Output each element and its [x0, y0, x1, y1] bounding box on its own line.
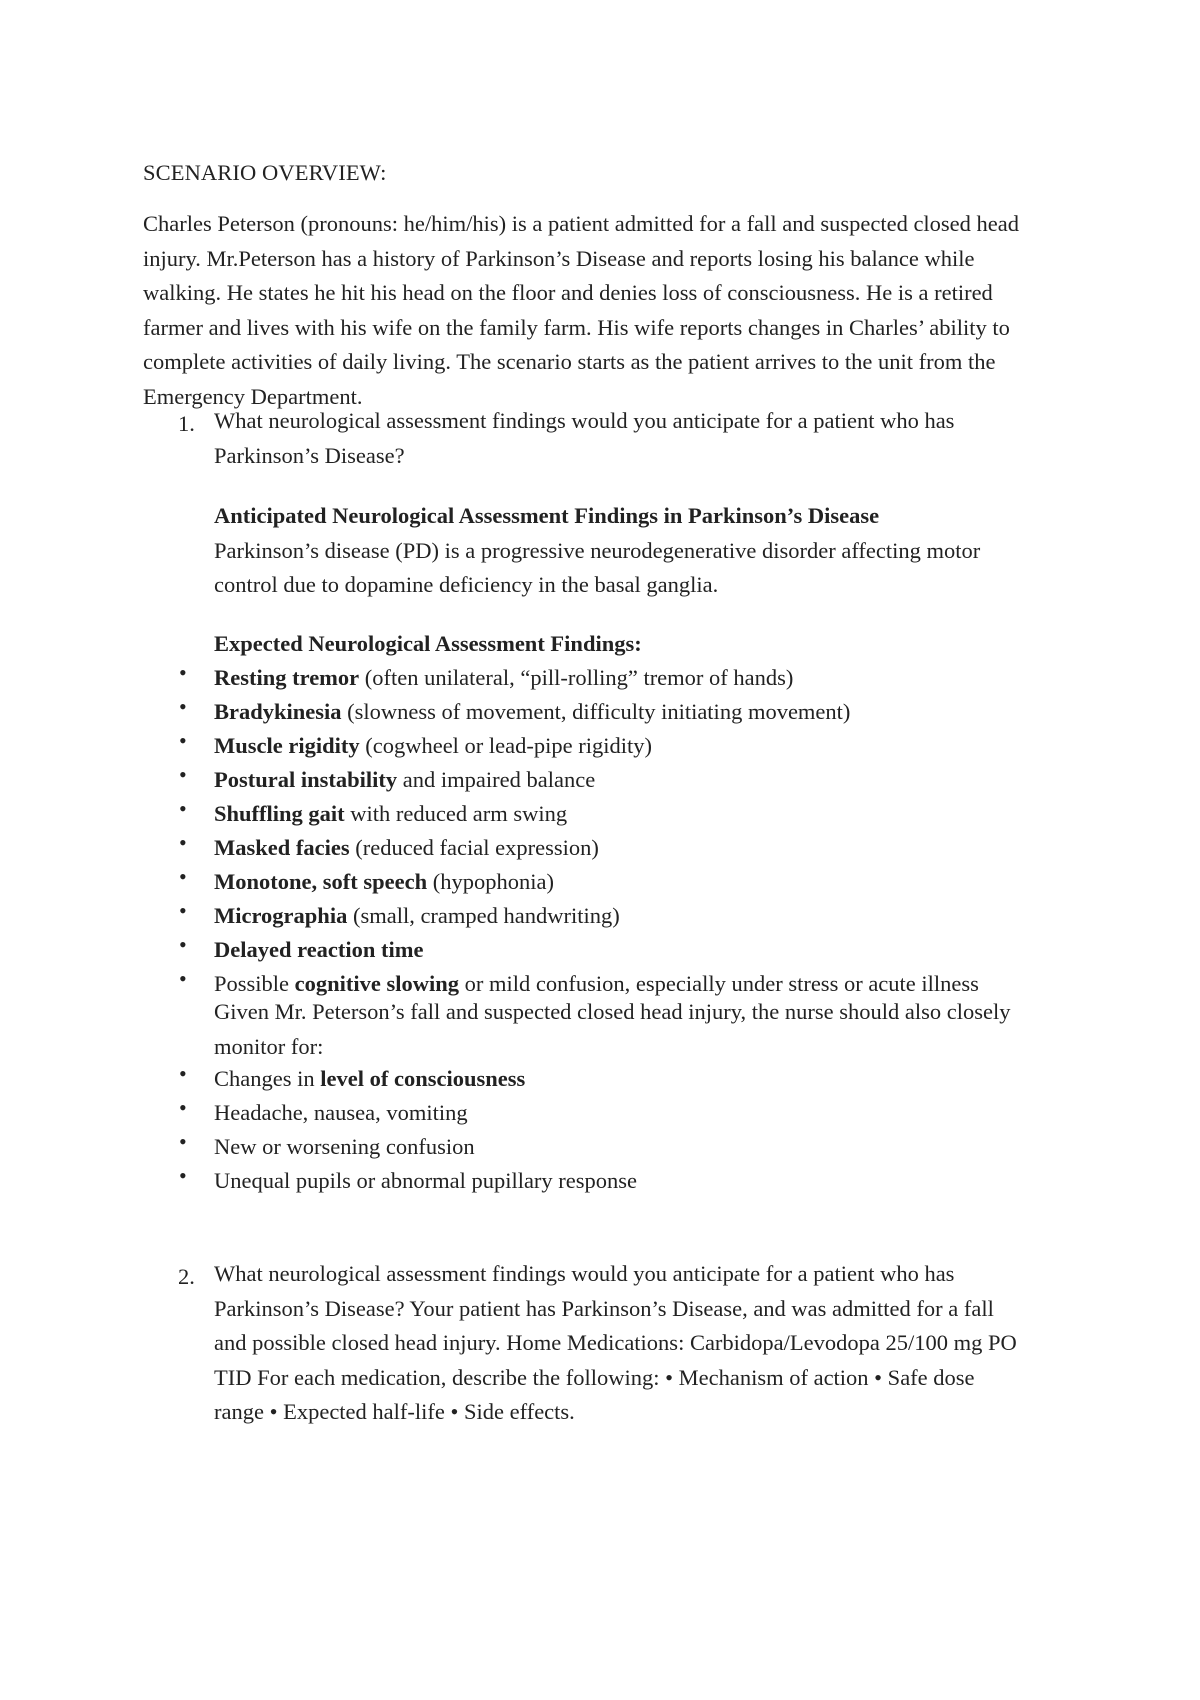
question-2-line: range • Expected half-life • Side effects. [214, 1399, 575, 1424]
bullet-icon: • [179, 898, 187, 923]
item-bold: Delayed reaction time [214, 937, 424, 962]
list-item [214, 797, 567, 832]
item-bold: Masked facies [214, 835, 350, 860]
question-1-number: 1. [178, 411, 195, 436]
bullet-icon: • [179, 864, 187, 889]
overview-line: Charles Peterson (pronouns: he/him/his) is a patient admitted for a fall and suspected closed head [143, 211, 1020, 236]
item-bold: level of consciousness [320, 1066, 526, 1091]
question-1-text [214, 404, 1094, 473]
overview-line: injury. Mr.Peterson has a history of Parkinson’s Disease and reports losing his balance while [143, 245, 975, 271]
item-pre: Headache, nausea, vomiting [214, 1100, 468, 1125]
list-item [214, 865, 554, 900]
question-2-line: Parkinson’s Disease? Your patient has Parkinson’s Disease, and was admitted for a fall [214, 1295, 994, 1321]
item-post: or mild confusion, especially under stress or acute illness [459, 971, 979, 996]
question-1-line: What neurological assessment findings would you anticipate for a patient who has [214, 408, 955, 433]
item-bold: cognitive slowing [294, 971, 460, 996]
bullet-icon: • [179, 660, 187, 685]
question-2-line: and possible closed head injury. Home Medications: Carbidopa/Levodopa 25/100 mg PO [214, 1330, 1017, 1355]
question-2-number: 2. [178, 1264, 195, 1289]
list-item [214, 831, 599, 866]
overview-line: Emergency Department. [143, 383, 363, 409]
list-item [214, 729, 652, 764]
scenario-heading: SCENARIO OVERVIEW: [143, 160, 387, 185]
bullet-icon: • [179, 966, 187, 991]
bullet-icon: • [179, 1061, 187, 1086]
bullet-icon: • [179, 932, 187, 957]
item-post: (cogwheel or lead-pipe rigidity) [359, 733, 652, 758]
overview-line: complete activities of daily living. The scenario starts as the patient arrives to the unit from the [143, 349, 996, 374]
item-bold: Resting tremor [214, 665, 360, 690]
answer-1-intro-line: Parkinson’s disease (PD) is a progressive neurodegenerative disorder affecting motor [214, 537, 981, 563]
item-pre: Changes in [214, 1066, 321, 1091]
list-item [214, 763, 595, 798]
item-bold: Postural instability [214, 767, 398, 792]
item-post: (often unilateral, “pill-rolling” tremor of hands) [359, 665, 794, 690]
bullet-icon: • [179, 830, 187, 855]
list-item [214, 1164, 637, 1199]
item-bold: Muscle rigidity [214, 733, 360, 758]
item-post: (small, cramped handwriting) [347, 903, 620, 928]
monitor-line: Given Mr. Peterson’s fall and suspected closed head injury, the nurse should also closely [214, 999, 1011, 1024]
bullet-icon: • [179, 728, 187, 753]
findings-subtitle: Expected Neurological Assessment Findings: [214, 631, 642, 656]
item-bold: Shuffling gait [214, 801, 345, 826]
item-post: and impaired balance [397, 767, 596, 792]
overview-line: farmer and lives with his wife on the family farm. His wife reports changes in Charles’ ability to [143, 314, 1010, 340]
answer-1-title: Anticipated Neurological Assessment Findings in Parkinson’s Disease [214, 503, 880, 528]
list-item [214, 1130, 475, 1165]
monitor-paragraph [214, 995, 1094, 1064]
question-1-line: Parkinson’s Disease? [214, 442, 405, 468]
scenario-overview-paragraph [143, 207, 1073, 414]
item-bold: Monotone, soft speech [214, 869, 428, 894]
monitor-line: monitor for: [214, 1033, 324, 1059]
list-item [214, 661, 793, 696]
bullet-icon: • [179, 1095, 187, 1120]
overview-line: walking. He states he hit his head on the floor and denies loss of consciousness. He is a retired [143, 280, 993, 305]
answer-1-block [214, 499, 1094, 603]
list-item [214, 933, 424, 968]
bullet-icon: • [179, 762, 187, 787]
item-post: (slowness of movement, difficulty initiating movement) [341, 699, 851, 724]
bullet-icon: • [179, 694, 187, 719]
question-2-text [214, 1257, 1094, 1430]
list-item [214, 695, 850, 730]
list-item [214, 1062, 525, 1097]
question-2-line: TID For each medication, describe the following: • Mechanism of action • Safe dose [214, 1364, 975, 1390]
bullet-icon: • [179, 1163, 187, 1188]
answer-1-intro-line: control due to dopamine deficiency in the basal ganglia. [214, 572, 719, 597]
item-bold: Bradykinesia [214, 699, 342, 724]
bullet-icon: • [179, 1129, 187, 1154]
question-2-line: What neurological assessment findings would you anticipate for a patient who has [214, 1261, 955, 1286]
bullet-icon: • [179, 796, 187, 821]
item-post: with reduced arm swing [344, 801, 568, 826]
list-item [214, 1096, 468, 1131]
list-item [214, 899, 620, 934]
item-post: (hypophonia) [427, 869, 554, 894]
item-bold: Micrographia [214, 903, 348, 928]
item-pre: Unequal pupils or abnormal pupillary response [214, 1168, 638, 1193]
item-pre: New or worsening confusion [214, 1134, 475, 1159]
item-pre: Possible [214, 971, 295, 996]
item-post: (reduced facial expression) [349, 835, 599, 860]
